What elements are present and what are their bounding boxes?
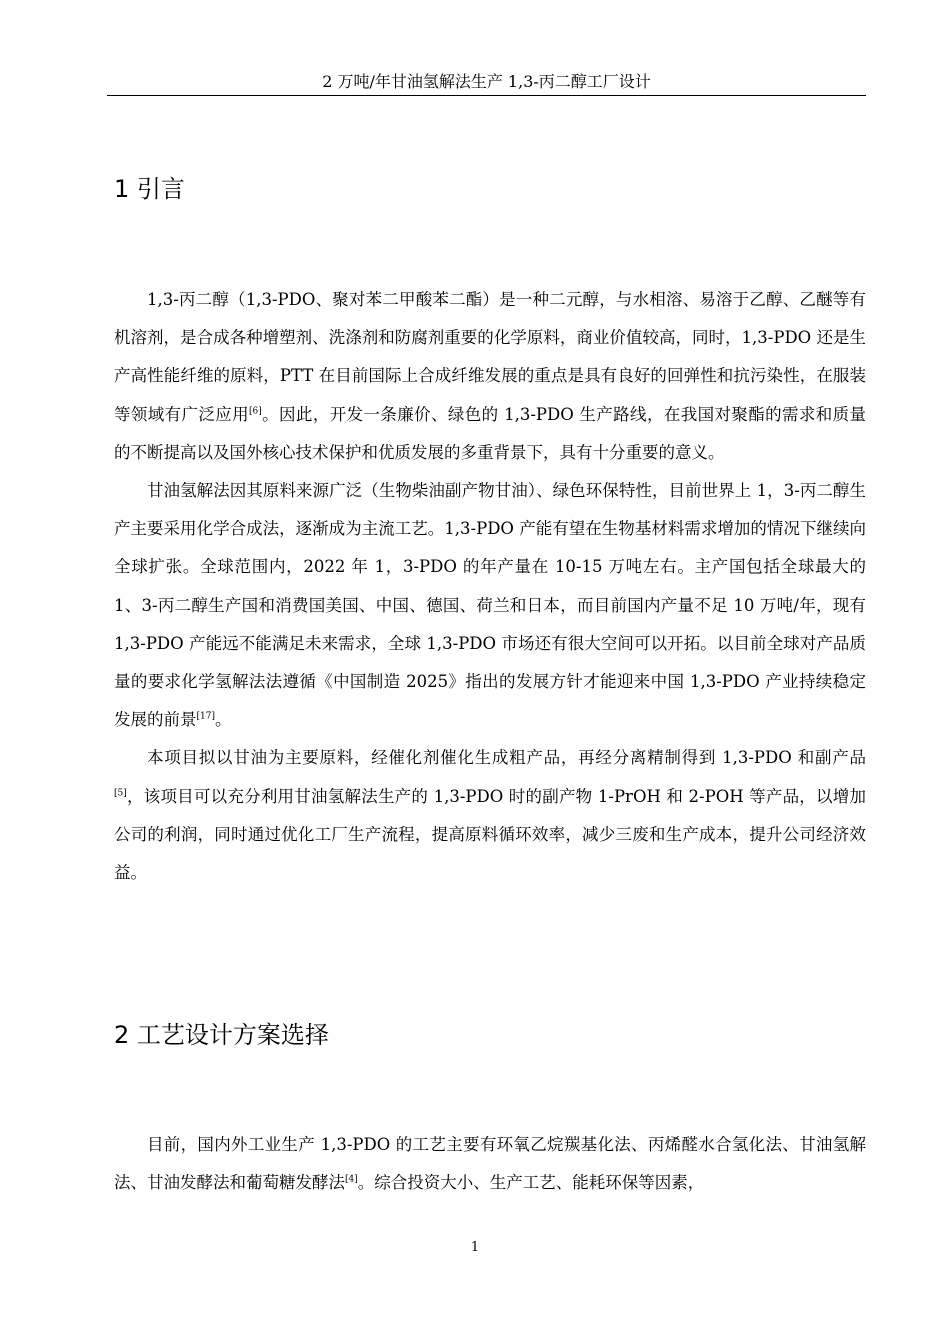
paragraph xyxy=(114,281,866,472)
section-body-process-design xyxy=(114,1126,866,1202)
paragraph xyxy=(114,739,866,892)
citation-ref: [6] xyxy=(249,406,262,417)
running-header: 2 万吨/年甘油氢解法生产 1,3-丙二醇工厂设计 xyxy=(322,72,651,91)
paragraph-text: 。因此，开发一条廉价、绿色的 1,3-PDO 生产路线，在我国对聚酯的需求和质量的不断提高以及国外核心技术保护和优质发展的多重背景下，具有十分重要的意义。 xyxy=(114,404,866,462)
paragraph-text: 目前，国内外工业生产 1,3-PDO 的工艺主要有环氧乙烷羰基化法、丙烯醛水合氢化法、甘油氢解法、甘油发酵法和葡萄糖发酵法 xyxy=(114,1135,866,1193)
citation-ref: [5] xyxy=(114,788,127,799)
page-number: 1 xyxy=(470,1240,480,1255)
section-heading-process-design: 2 工艺设计方案选择 xyxy=(114,1021,329,1049)
citation-ref: [17] xyxy=(196,711,215,722)
citation-ref: [4] xyxy=(345,1174,358,1185)
paragraph-text: 。 xyxy=(214,710,232,730)
paragraph xyxy=(114,1126,866,1202)
header-rule xyxy=(107,95,866,96)
paragraph-text: ，该项目可以充分利用甘油氢解法生产的 1,3-PDO 时的副产物 1-PrOH 和 2-POH 等产品，以增加公司的利润，同时通过优化工厂生产流程，提高原料循环效率，减少三废和生产成本，提升公司经济效益。 xyxy=(114,786,866,883)
section-body-introduction xyxy=(114,281,866,892)
paragraph-text: 本项目拟以甘油为主要原料，经催化剂催化生成粗产品，再经分离精制得到 1,3-PDO 和副产品 xyxy=(147,748,866,768)
paragraph-text: 。综合投资大小、生产工艺、能耗环保等因素， xyxy=(357,1173,705,1193)
paragraph-text: 1,3-丙二醇（1,3-PDO、聚对苯二甲酸苯二酯）是一种二元醇，与水相溶、易溶于乙醇、乙醚等有机溶剂，是合成各种增塑剂、洗涤剂和防腐剂重要的化学原料，商业价值较高，同时，1,3-PDO 还是生产高性能纤维的原料，PTT 在目前国际上合成纤维发展的重点是具有良好的回弹性和抗污染性，在服装等领域有广泛应用 xyxy=(114,290,866,424)
paragraph-text: 甘油氢解法因其原料来源广泛（生物柴油副产物甘油）、绿色环保特性，目前世界上 1，3-丙二醇生产主要采用化学合成法，逐渐成为主流工艺。1,3-PDO 产能有望在生物基材料需求增加的情况下继续向全球扩张。全球范围内，2022 年 1，3-PDO 的年产量在 10-15 万吨左右。主产国包括全球最大的 1、3-丙二醇生产国和消费国美国、中国、德国、荷兰和日本，而目前国内产量不足 10 万吨/年，现有 1,3-PDO 产能远不能满足未来需求，全球 1,3-PDO 市场还有很大空间可以开拓。以目前全球对产品质量的要求化学氢解法法遵循《中国制造 2025》指出的发展方针才能迎来中国 1,3-PDO 产业持续稳定发展的前景 xyxy=(114,481,866,730)
paragraph xyxy=(114,472,866,739)
section-heading-introduction: 1 引言 xyxy=(114,175,185,203)
